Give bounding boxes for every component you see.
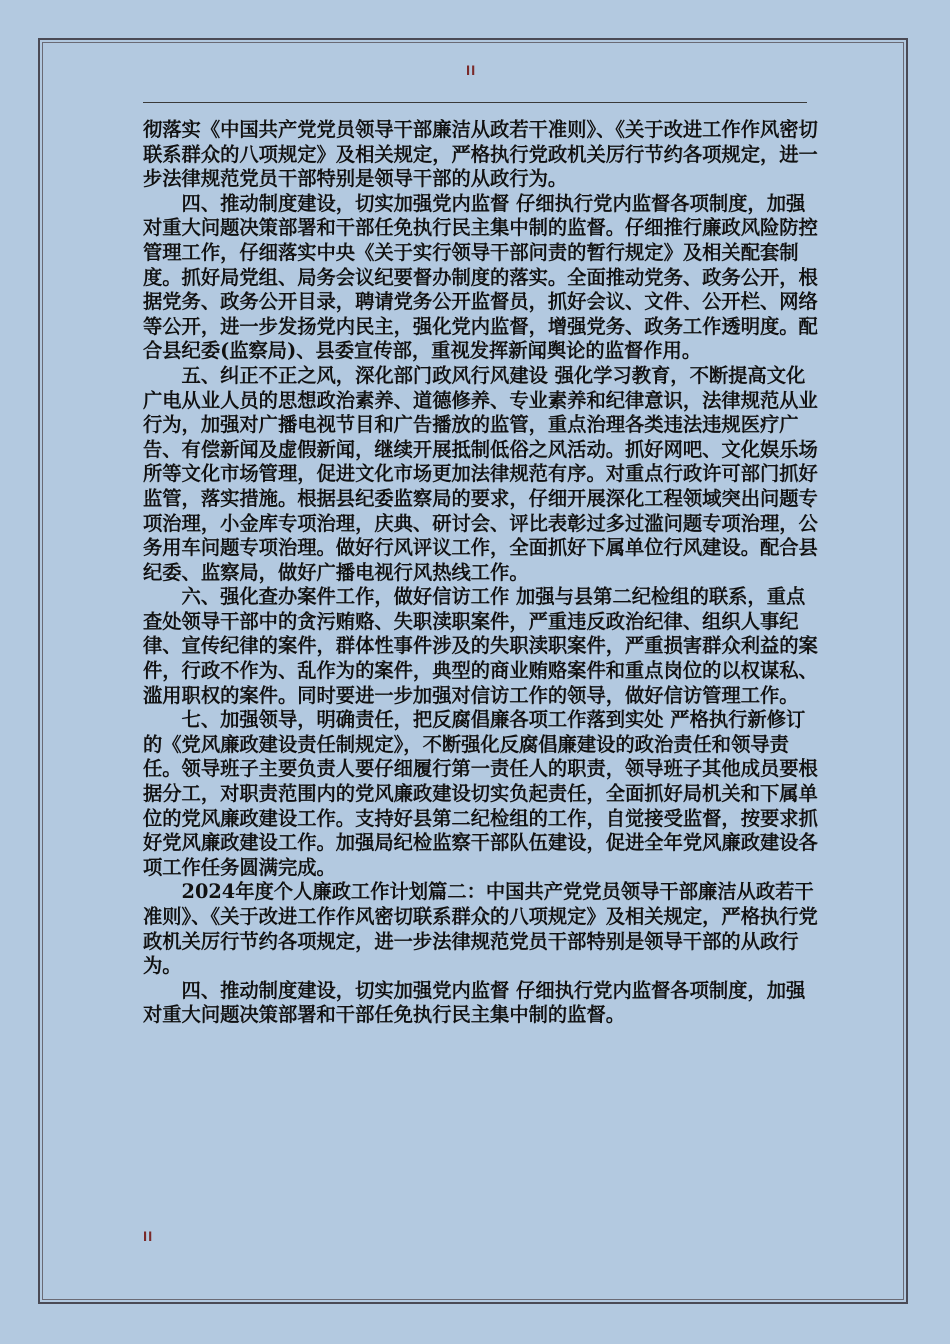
header-rule <box>143 102 807 103</box>
paragraph-7: 四、推动制度建设，切实加强党内监督 仔细执行党内监督各项制度，加强对重大问题决策部署和干部任免执行民主集中制的监督。 <box>143 978 806 1027</box>
paragraph-3: 五、纠正不正之风，深化部门政风行风建设 强化学习教育，不断提高文化广电从业人员的思想政治素养、道德修养、专业素养和纪律意识，法律规范从业行为，加强对广播电视节目和广告播放的监管，重点治理各类违法违规医疗广告、有偿新闻及虚假新闻，继续开展抵制低俗之风活动。抓好网吧、文化娱乐场所等文化市场管理，促进文化市场更加法律规范有序。对重点行政许可部门抓好监管，落实措施。根据县纪委监察局的要求，仔细开展深化工程领域突出问题专项治理，小金库专项治理，庆典、研讨会、评比表彰过多过滥问题专项治理，公务用车问题专项治理。做好行风评议工作，全面抓好下属单位行风建设。配合县纪委、监察局，做好广播电视行风热线工作。 <box>143 363 818 584</box>
paragraph-4: 六、强化查办案件工作，做好信访工作 加强与县第二纪检组的联系，重点查处领导干部中的贪污贿赂、失职渎职案件，严重违反政治纪律、组织人事纪律、宣传纪律的案件，群体性事件涉及的失职渎职案件，严重损害群众利益的案件，行政不作为、乱作为的案件，典型的商业贿赂案件和重点岗位的以权谋私、滥用职权的案件。同时要进一步加强对信访工作的领导，做好信访管理工作。 <box>143 585 818 707</box>
paragraph-6: 2024年度个人廉政工作计划篇二：中国共产党党员领导干部廉洁从政若干准则》、《关于改进工作作风密切联系群众的八项规定》及相关规定，严格执行党政机关厉行节约各项规定，进一步法律规范党员干部特别是领导干部的从政行为。 <box>143 880 818 978</box>
header-mark: ll <box>466 64 477 78</box>
paragraph-5: 七、加强领导，明确责任，把反腐倡廉各项工作落到实处 严格执行新修订的《党风廉政建设责任制规定》，不断强化反腐倡廉建设的政治责任和领导责任。领导班子主要负责人要仔细履行第一责任人的职责，领导班子其他成员要根据分工，对职责范围内的党风廉政建设切实负起责任，全面抓好局机关和下属单位的党风廉政建设工作。支持好县第二纪检组的工作，自觉接受监督，按要求抓好党风廉政建设工作。加强局纪检监察干部队伍建设，促进全年党风廉政建设各项工作任务圆满完成。 <box>143 708 818 879</box>
paragraph-1: 彻落实《中国共产党党员领导干部廉洁从政若干准则》、《关于改进工作作风密切联系群众的八项规定》及相关规定，严格执行党政机关厉行节约各项规定，进一步法律规范党员干部特别是领导干部的从政行为。 <box>143 118 818 191</box>
paragraph-2: 四、推动制度建设，切实加强党内监督 仔细执行党内监督各项制度，加强对重大问题决策部署和干部任免执行民主集中制的监督。仔细推行廉政风险防控管理工作，仔细落实中央《关于实行领导干部问责的暂行规定》及相关配套制度。抓好局党组、局务会议纪要督办制度的落实。全面推动党务、政务公开，根据党务、政务公开目录，聘请党务公开监督员，抓好会议、文件、公开栏、网络等公开，进一步发扬党内民主，强化党内监督，增强党务、政务工作透明度。配合县纪委(监察局)、县委宣传部，重视发挥新闻舆论的监督作用。 <box>143 191 818 363</box>
footer-mark: ll <box>143 1230 154 1244</box>
document-body <box>143 118 823 1028</box>
